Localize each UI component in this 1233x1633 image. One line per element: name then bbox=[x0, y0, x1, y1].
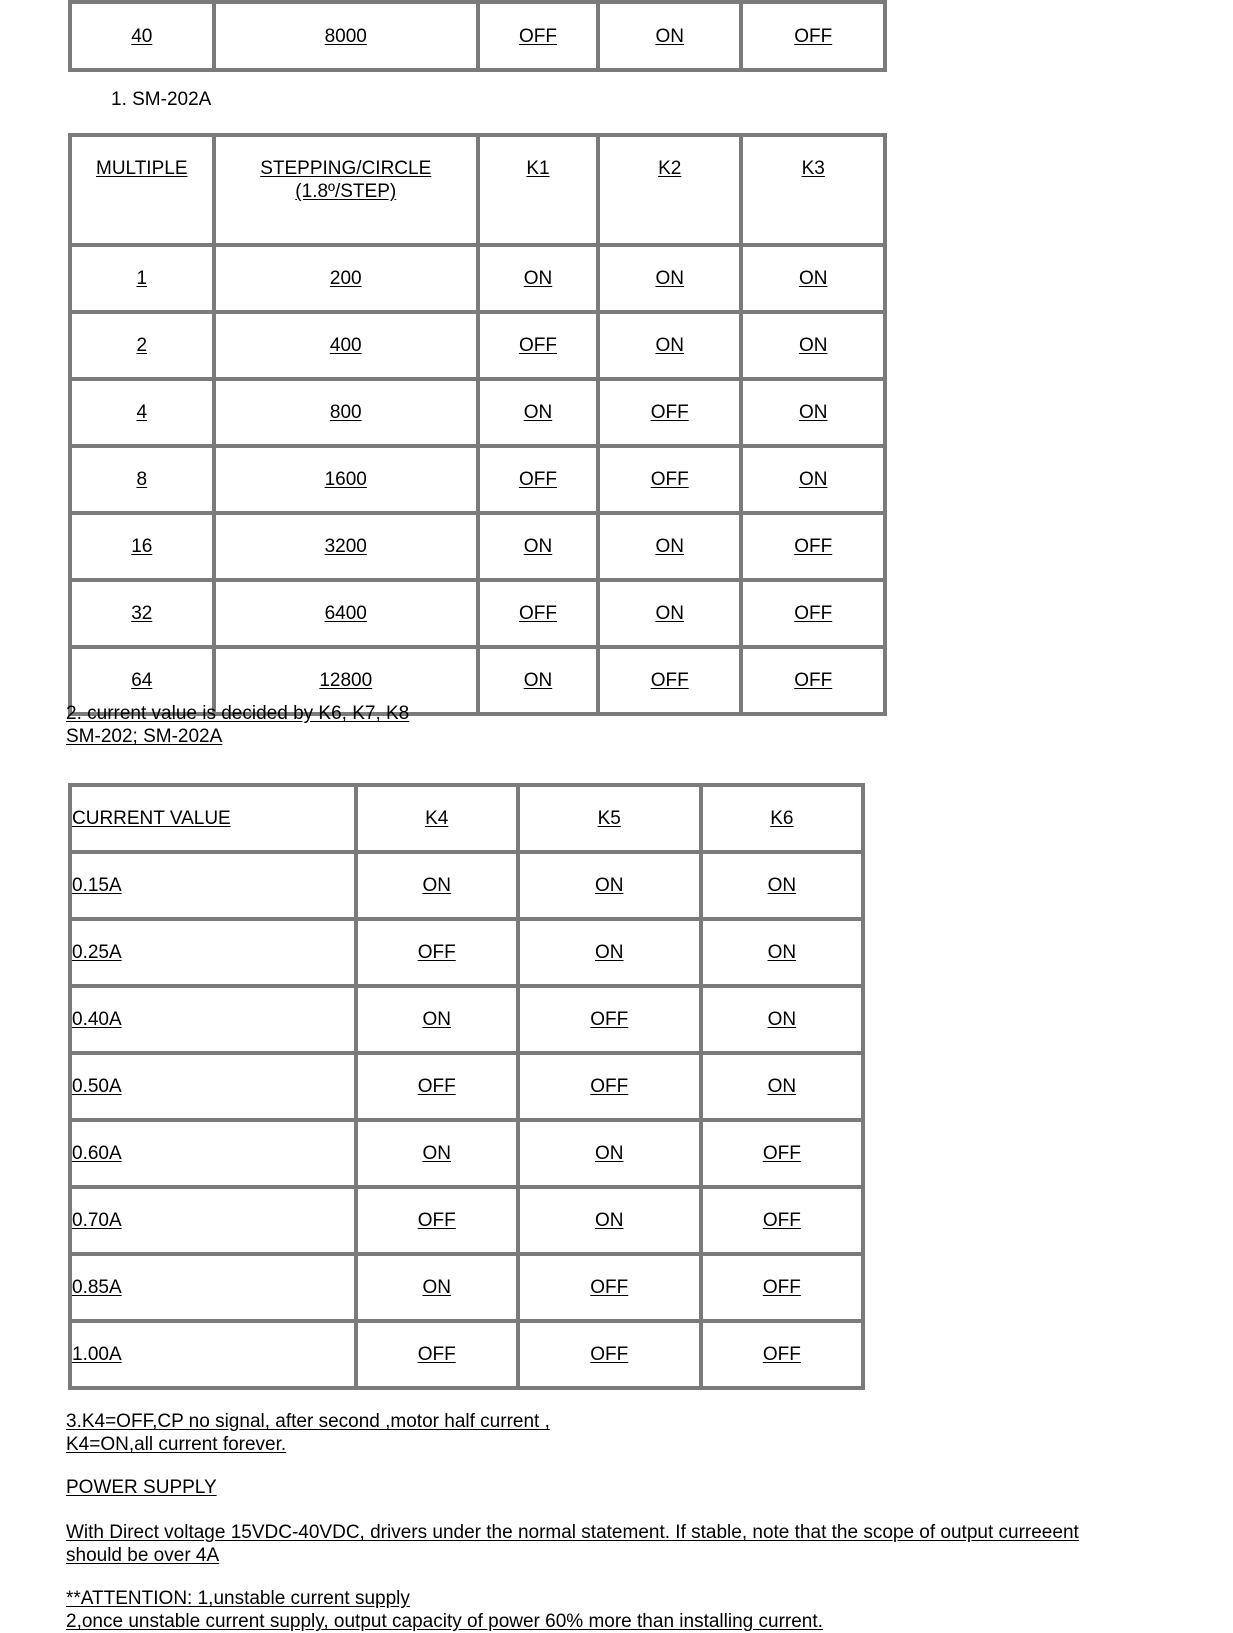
cell-text: 0.15A bbox=[72, 875, 122, 896]
table-row bbox=[70, 1321, 863, 1388]
table-row bbox=[70, 580, 885, 647]
table-cell bbox=[598, 245, 742, 312]
table-cell bbox=[701, 1321, 863, 1388]
table-row bbox=[70, 1053, 863, 1120]
table-row bbox=[70, 1254, 863, 1321]
table-cell bbox=[518, 919, 701, 986]
table-cell bbox=[214, 245, 478, 312]
cell-text: 0.25A bbox=[72, 942, 122, 963]
header-text: K4 bbox=[425, 808, 449, 829]
cell-text: OFF bbox=[650, 469, 689, 490]
table-cell bbox=[70, 1254, 356, 1321]
table-cell bbox=[518, 1321, 701, 1388]
table-cell bbox=[70, 513, 214, 580]
cell-text: ON bbox=[523, 402, 553, 423]
header-text: K5 bbox=[597, 808, 621, 829]
table-cell bbox=[741, 446, 885, 513]
cell-text: ON bbox=[767, 1076, 797, 1097]
header-k1 bbox=[478, 135, 598, 245]
table-cell bbox=[356, 1187, 518, 1254]
table-cell bbox=[356, 986, 518, 1053]
cell-text: ON bbox=[655, 25, 684, 47]
cell-text: OFF bbox=[590, 1009, 629, 1030]
cell-text: OFF bbox=[417, 942, 456, 963]
cell-text: 4 bbox=[136, 402, 148, 423]
table-cell bbox=[70, 919, 356, 986]
table-cell bbox=[478, 513, 598, 580]
table-cell bbox=[478, 580, 598, 647]
table-cell bbox=[356, 1120, 518, 1187]
header-stepping-circle bbox=[214, 135, 478, 245]
table-cell bbox=[741, 379, 885, 446]
header-k2 bbox=[598, 135, 742, 245]
cell-text: 400 bbox=[329, 335, 362, 356]
cell-text: ON bbox=[655, 335, 684, 356]
cell-text: 32 bbox=[131, 603, 153, 624]
header-k3 bbox=[741, 135, 885, 245]
table-cell bbox=[70, 2, 214, 70]
table-cell bbox=[70, 1120, 356, 1187]
cell-text: OFF bbox=[650, 670, 689, 691]
header-k6 bbox=[701, 785, 863, 852]
table-cell bbox=[214, 379, 478, 446]
table-cell bbox=[518, 852, 701, 919]
table-header-row bbox=[70, 135, 885, 245]
cell-text: OFF bbox=[518, 25, 557, 47]
table-row bbox=[70, 1120, 863, 1187]
cell-text: 12800 bbox=[319, 670, 373, 691]
table-cell bbox=[741, 647, 885, 714]
table-cell bbox=[741, 2, 885, 70]
table-cell bbox=[214, 446, 478, 513]
cell-text: 40 bbox=[131, 25, 153, 47]
cell-text: 2 bbox=[136, 335, 148, 356]
table-cell bbox=[356, 1254, 518, 1321]
table-cell bbox=[70, 986, 356, 1053]
cell-text: ON bbox=[595, 1143, 624, 1164]
cell-text: 0.50A bbox=[72, 1076, 122, 1097]
cell-text: OFF bbox=[762, 1210, 801, 1231]
cell-text: ON bbox=[767, 942, 797, 963]
table-cell bbox=[214, 2, 478, 70]
cell-text: ON bbox=[767, 875, 797, 896]
table-row bbox=[70, 852, 863, 919]
current-table-body bbox=[70, 852, 863, 1388]
table-cell bbox=[701, 919, 863, 986]
table-row bbox=[70, 513, 885, 580]
section-2-line-1: 2. current value is decided by K6, K7, K8 bbox=[66, 703, 410, 724]
table-row bbox=[70, 446, 885, 513]
cell-text: 6400 bbox=[324, 603, 367, 624]
cell-text: OFF bbox=[794, 25, 833, 47]
cell-text: OFF bbox=[762, 1344, 801, 1365]
table-cell bbox=[70, 1053, 356, 1120]
table-row bbox=[70, 1187, 863, 1254]
cell-text: OFF bbox=[794, 603, 833, 624]
cell-text: 200 bbox=[329, 268, 362, 289]
header-text: CURRENT VALUE bbox=[72, 808, 231, 829]
table-cell bbox=[518, 1120, 701, 1187]
header-k5 bbox=[518, 785, 701, 852]
table-cell bbox=[478, 2, 598, 70]
cell-text: OFF bbox=[762, 1277, 801, 1298]
table-cell bbox=[214, 312, 478, 379]
table-cell bbox=[598, 446, 742, 513]
cell-text: OFF bbox=[762, 1143, 801, 1164]
table-cell bbox=[741, 580, 885, 647]
table-cell bbox=[598, 513, 742, 580]
header-text: K1 bbox=[526, 158, 550, 179]
header-current-value bbox=[70, 785, 356, 852]
table-cell bbox=[70, 580, 214, 647]
cell-text: ON bbox=[798, 268, 828, 289]
cell-text: OFF bbox=[417, 1210, 456, 1231]
table-cell bbox=[598, 647, 742, 714]
table-cell bbox=[701, 1120, 863, 1187]
cell-text: 16 bbox=[131, 536, 153, 557]
cell-text: OFF bbox=[794, 536, 833, 557]
attention-line-2: 2,once unstable current supply, output capacity of power 60% more than installing current. bbox=[66, 1611, 823, 1632]
cell-text: OFF bbox=[590, 1344, 629, 1365]
header-text: STEPPING/CIRCLE bbox=[260, 158, 432, 179]
cell-text: OFF bbox=[417, 1076, 456, 1097]
table-row bbox=[70, 2, 885, 70]
power-supply-line-1: With Direct voltage 15VDC-40VDC, drivers under the normal statement. If stable, note that the scope of output curreeent bbox=[66, 1522, 1079, 1543]
table-row bbox=[70, 245, 885, 312]
cell-text: ON bbox=[422, 1009, 451, 1030]
cell-text: 0.60A bbox=[72, 1143, 122, 1164]
stepping-table bbox=[68, 133, 887, 716]
cell-text: ON bbox=[798, 469, 828, 490]
table-cell bbox=[518, 1187, 701, 1254]
table-cell bbox=[356, 1321, 518, 1388]
stepping-table-body bbox=[70, 245, 885, 714]
cell-text: 0.85A bbox=[72, 1277, 122, 1298]
cell-text: ON bbox=[595, 1210, 624, 1231]
section-1-title-text: 1. SM-202A bbox=[111, 89, 212, 110]
table-cell bbox=[701, 1187, 863, 1254]
attention-line-1: **ATTENTION: 1,unstable current supply bbox=[66, 1588, 410, 1609]
cell-text: OFF bbox=[518, 469, 557, 490]
cell-text: 8000 bbox=[324, 25, 367, 47]
cell-text: OFF bbox=[417, 1344, 456, 1365]
table-cell bbox=[518, 1254, 701, 1321]
table-cell bbox=[70, 379, 214, 446]
cell-text: 800 bbox=[329, 402, 362, 423]
cell-text: ON bbox=[798, 402, 828, 423]
cell-text: 0.70A bbox=[72, 1210, 122, 1231]
cell-text: ON bbox=[422, 875, 451, 896]
table-cell bbox=[70, 1187, 356, 1254]
table-cell bbox=[478, 647, 598, 714]
table-cell bbox=[214, 580, 478, 647]
table-cell bbox=[356, 1053, 518, 1120]
header-subtext: (1.8º/STEP) bbox=[295, 181, 397, 202]
header-multiple bbox=[70, 135, 214, 245]
cell-text: 3200 bbox=[324, 536, 367, 557]
table-cell bbox=[478, 245, 598, 312]
table-cell bbox=[701, 1254, 863, 1321]
cell-text: ON bbox=[595, 942, 624, 963]
table-cell bbox=[518, 986, 701, 1053]
table-cell bbox=[478, 312, 598, 379]
header-text: K6 bbox=[770, 808, 794, 829]
table-cell bbox=[214, 513, 478, 580]
cell-text: ON bbox=[767, 1009, 797, 1030]
cell-text: OFF bbox=[518, 603, 557, 624]
cell-text: 1 bbox=[136, 268, 148, 289]
table-cell bbox=[70, 312, 214, 379]
table-cell bbox=[701, 986, 863, 1053]
header-text: K2 bbox=[658, 158, 682, 179]
header-text: MULTIPLE bbox=[96, 158, 188, 179]
top-partial-table bbox=[68, 0, 887, 72]
table-header-row bbox=[70, 785, 863, 852]
table-cell bbox=[598, 580, 742, 647]
cell-text: ON bbox=[523, 268, 553, 289]
section-1-title bbox=[111, 88, 211, 111]
cell-text: ON bbox=[655, 603, 684, 624]
cell-text: OFF bbox=[794, 670, 833, 691]
table-cell bbox=[741, 245, 885, 312]
table-cell bbox=[701, 852, 863, 919]
cell-text: ON bbox=[422, 1143, 451, 1164]
cell-text: ON bbox=[655, 268, 684, 289]
table-cell bbox=[598, 312, 742, 379]
cell-text: OFF bbox=[590, 1277, 629, 1298]
cell-text: ON bbox=[595, 875, 624, 896]
table-row bbox=[70, 919, 863, 986]
power-supply-heading: POWER SUPPLY bbox=[66, 1477, 217, 1498]
cell-text: 1.00A bbox=[72, 1344, 122, 1365]
table-cell bbox=[356, 852, 518, 919]
table-cell bbox=[478, 446, 598, 513]
table-cell bbox=[741, 312, 885, 379]
section-3-line-1: 3.K4=OFF,CP no signal, after second ,motor half current , bbox=[66, 1411, 550, 1432]
table-cell bbox=[70, 1321, 356, 1388]
section-3-line-2: K4=ON,all current forever. bbox=[66, 1434, 287, 1455]
table-cell bbox=[518, 1053, 701, 1120]
current-value-table bbox=[68, 783, 865, 1390]
table-row bbox=[70, 312, 885, 379]
table-cell bbox=[741, 513, 885, 580]
table-row bbox=[70, 379, 885, 446]
header-text: K3 bbox=[801, 158, 825, 179]
table-cell bbox=[356, 919, 518, 986]
table-cell bbox=[701, 1053, 863, 1120]
cell-text: ON bbox=[655, 536, 684, 557]
table-row bbox=[70, 986, 863, 1053]
cell-text: 1600 bbox=[324, 469, 367, 490]
cell-text: ON bbox=[523, 536, 553, 557]
cell-text: ON bbox=[798, 335, 828, 356]
table-cell bbox=[598, 379, 742, 446]
cell-text: ON bbox=[422, 1277, 451, 1298]
table-cell bbox=[70, 852, 356, 919]
table-cell bbox=[598, 2, 742, 70]
table-cell bbox=[70, 245, 214, 312]
cell-text: OFF bbox=[518, 335, 557, 356]
cell-text: 8 bbox=[136, 469, 148, 490]
header-k4 bbox=[356, 785, 518, 852]
cell-text: ON bbox=[523, 670, 553, 691]
power-supply-line-2: should be over 4A bbox=[66, 1545, 220, 1566]
section-2-line-2: SM-202; SM-202A bbox=[66, 726, 223, 747]
table-cell bbox=[70, 446, 214, 513]
cell-text: 0.40A bbox=[72, 1009, 122, 1030]
cell-text: 64 bbox=[131, 670, 153, 691]
cell-text: OFF bbox=[650, 402, 689, 423]
table-cell bbox=[478, 379, 598, 446]
cell-text: OFF bbox=[590, 1076, 629, 1097]
